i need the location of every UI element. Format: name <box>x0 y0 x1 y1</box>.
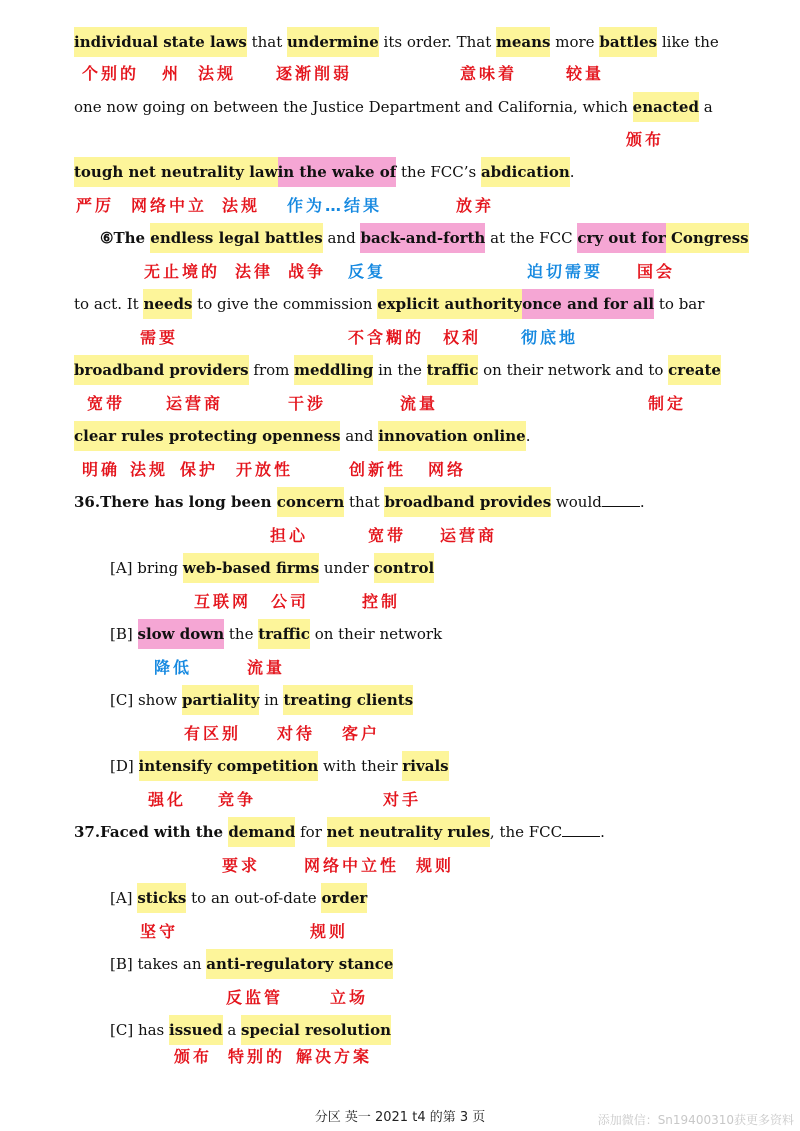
chinese-gloss: 运营商 <box>166 394 224 413</box>
chinese-gloss: 意味着 <box>460 64 518 83</box>
text-line <box>0 619 800 649</box>
plain-text: [A] bring <box>110 559 183 577</box>
period: . <box>639 493 645 511</box>
plain-text: for <box>295 823 327 841</box>
highlight-yellow: control <box>374 553 435 583</box>
chinese-gloss: 国会 <box>637 262 676 281</box>
plain-text: , the FCC <box>489 823 563 841</box>
highlight-yellow: rivals <box>402 751 448 781</box>
chinese-gloss: 坚守 <box>140 922 179 941</box>
text-line <box>0 553 800 583</box>
highlight-yellow: individual state laws <box>74 27 247 57</box>
text-line <box>0 817 800 847</box>
plain-text: [A] <box>110 889 138 907</box>
plain-text: would <box>551 493 602 511</box>
chinese-gloss: 网络 <box>428 460 467 479</box>
chinese-gloss: 开放性 <box>236 460 294 479</box>
chinese-gloss: 规则 <box>310 922 349 941</box>
highlight-yellow: enacted <box>633 92 699 122</box>
highlight-yellow: order <box>321 883 367 913</box>
plain-text: to give the commission <box>192 295 378 313</box>
question-text: ⑥The <box>100 229 151 247</box>
plain-text: [B] takes an <box>110 955 207 973</box>
chinese-gloss: 有区别 <box>184 724 242 743</box>
text-line <box>0 289 800 319</box>
text-line <box>0 27 800 57</box>
highlight-yellow: broadband provides <box>384 487 551 517</box>
chinese-gloss: 控制 <box>362 592 401 611</box>
chinese-gloss: 逐渐削弱 <box>276 64 353 83</box>
highlight-yellow: net neutrality rules <box>327 817 490 847</box>
highlight-yellow: undermine <box>287 27 379 57</box>
plain-text: to bar <box>654 295 705 313</box>
chinese-gloss: 竞争 <box>218 790 257 809</box>
chinese-gloss: 作为…结果 <box>287 196 383 215</box>
highlight-yellow: traffic <box>258 619 310 649</box>
highlight-yellow: concern <box>277 487 345 517</box>
highlight-yellow: means <box>496 27 551 57</box>
highlight-yellow: broadband providers <box>74 355 249 385</box>
chinese-gloss: 运营商 <box>440 526 498 545</box>
plain-text: from <box>248 361 295 379</box>
text-line <box>0 223 800 253</box>
text-line <box>0 421 800 451</box>
highlight-yellow: partiality <box>182 685 260 715</box>
highlight-pink: once and for all <box>522 289 654 319</box>
highlight-yellow: sticks <box>137 883 186 913</box>
text-line <box>0 883 800 913</box>
plain-text: one now going on between the Justice Department and California, which <box>74 98 633 116</box>
highlight-yellow: treating clients <box>283 685 413 715</box>
chinese-gloss: 宽带 <box>368 526 407 545</box>
chinese-gloss: 公司 <box>271 592 310 611</box>
highlight-pink: slow down <box>138 619 225 649</box>
chinese-gloss: 解决方案 <box>296 1047 373 1066</box>
chinese-gloss: 对手 <box>383 790 422 809</box>
text-line <box>0 355 800 385</box>
plain-text: in the <box>373 361 427 379</box>
plain-text: [C] has <box>110 1021 170 1039</box>
highlight-yellow: clear rules protecting openness <box>74 421 340 451</box>
chinese-gloss: 保护 <box>180 460 219 479</box>
plain-text: and <box>322 229 361 247</box>
plain-text: to act. It <box>74 295 144 313</box>
plain-text: with their <box>318 757 403 775</box>
chinese-gloss: 流量 <box>400 394 439 413</box>
answer-blank <box>602 490 640 507</box>
chinese-gloss: 法律 <box>235 262 274 281</box>
plain-text: to an out-of-date <box>186 889 322 907</box>
highlight-yellow: needs <box>143 289 192 319</box>
chinese-gloss: 权利 <box>443 328 482 347</box>
plain-text: [D] <box>110 757 139 775</box>
plain-text: more <box>550 33 600 51</box>
highlight-yellow: special resolution <box>241 1015 391 1045</box>
highlight-yellow: demand <box>228 817 295 847</box>
chinese-gloss: 明确 <box>82 460 121 479</box>
chinese-gloss: 颁布 <box>174 1047 213 1066</box>
chinese-gloss: 网络中立 <box>131 196 208 215</box>
text-line <box>0 487 800 517</box>
plain-text: a <box>222 1021 242 1039</box>
text-line <box>0 157 800 187</box>
highlight-yellow: web-based firms <box>183 553 319 583</box>
period: . <box>600 823 605 841</box>
text-line <box>0 949 800 979</box>
highlight-yellow: battles <box>599 27 657 57</box>
chinese-gloss: 严厉 <box>76 196 115 215</box>
chinese-gloss: 规则 <box>416 856 455 875</box>
highlight-yellow: meddling <box>294 355 373 385</box>
chinese-gloss: 迫切需要 <box>527 262 604 281</box>
chinese-gloss: 特别的 <box>228 1047 286 1066</box>
text-line <box>0 751 800 781</box>
watermark: 添加微信：Sn19400310获更多资料 <box>597 1113 794 1127</box>
text-line <box>0 92 800 122</box>
highlight-yellow: create <box>668 355 721 385</box>
plain-text: and <box>340 427 379 445</box>
plain-text: like the <box>657 33 719 51</box>
highlight-yellow: abdication <box>481 157 570 187</box>
chinese-gloss: 互联网 <box>194 592 252 611</box>
plain-text: on their network <box>309 625 443 643</box>
plain-text: on their network and to <box>478 361 669 379</box>
question-text: 36.There has long been <box>74 493 277 511</box>
chinese-gloss: 宽带 <box>87 394 126 413</box>
chinese-gloss: 个别的 <box>82 64 140 83</box>
chinese-gloss: 反复 <box>348 262 387 281</box>
highlight-yellow: Congress <box>666 223 749 253</box>
highlight-yellow: issued <box>169 1015 223 1045</box>
chinese-gloss: 制定 <box>648 394 687 413</box>
chinese-gloss: 州 <box>162 64 182 83</box>
chinese-gloss: 创新性 <box>349 460 407 479</box>
chinese-gloss: 需要 <box>140 328 179 347</box>
chinese-gloss: 彻底地 <box>521 328 579 347</box>
chinese-gloss: 客户 <box>342 724 381 743</box>
chinese-gloss: 较量 <box>566 64 605 83</box>
chinese-gloss: 干涉 <box>288 394 327 413</box>
page-footer: 分区 英一 2021 t4 的第 3 页 <box>314 1110 486 1125</box>
highlight-yellow: innovation online <box>378 421 525 451</box>
highlight-yellow: anti-regulatory stance <box>206 949 393 979</box>
text-line <box>0 1015 800 1045</box>
plain-text: its order. That <box>378 33 496 51</box>
chinese-gloss: 反监管 <box>226 988 284 1007</box>
highlight-yellow: tough net neutrality law <box>74 157 278 187</box>
plain-text: [B] <box>110 625 138 643</box>
chinese-gloss: 法规 <box>130 460 169 479</box>
chinese-gloss: 对待 <box>277 724 316 743</box>
plain-text: that <box>344 493 385 511</box>
chinese-gloss: 降低 <box>154 658 193 677</box>
plain-text: [C] show <box>110 691 182 709</box>
chinese-gloss: 法规 <box>198 64 237 83</box>
plain-text: under <box>319 559 374 577</box>
chinese-gloss: 强化 <box>148 790 187 809</box>
highlight-yellow: traffic <box>427 355 479 385</box>
highlight-pink: in the wake of <box>278 157 397 187</box>
plain-text: at the FCC <box>485 229 578 247</box>
chinese-gloss: 不含糊的 <box>348 328 425 347</box>
plain-text: . <box>525 427 531 445</box>
chinese-gloss: 战争 <box>288 262 327 281</box>
chinese-gloss: 放弃 <box>456 196 495 215</box>
chinese-gloss: 要求 <box>222 856 261 875</box>
answer-blank <box>562 820 600 837</box>
chinese-gloss: 网络中立性 <box>304 856 400 875</box>
highlight-pink: back-and-forth <box>360 223 485 253</box>
plain-text: in <box>259 691 284 709</box>
plain-text: . <box>569 163 575 181</box>
text-line <box>0 685 800 715</box>
highlight-yellow: intensify competition <box>139 751 319 781</box>
chinese-gloss: 流量 <box>247 658 286 677</box>
plain-text: the <box>224 625 259 643</box>
chinese-gloss: 立场 <box>330 988 369 1007</box>
chinese-gloss: 颁布 <box>626 130 665 149</box>
highlight-pink: cry out for <box>577 223 665 253</box>
plain-text: a <box>698 98 713 116</box>
plain-text: the FCC’s <box>396 163 481 181</box>
highlight-yellow: explicit authority <box>377 289 522 319</box>
question-text: 37.Faced with the <box>74 823 229 841</box>
plain-text: that <box>246 33 288 51</box>
chinese-gloss: 无止境的 <box>144 262 221 281</box>
chinese-gloss: 担心 <box>270 526 309 545</box>
highlight-yellow: endless legal battles <box>150 223 322 253</box>
chinese-gloss: 法规 <box>222 196 261 215</box>
